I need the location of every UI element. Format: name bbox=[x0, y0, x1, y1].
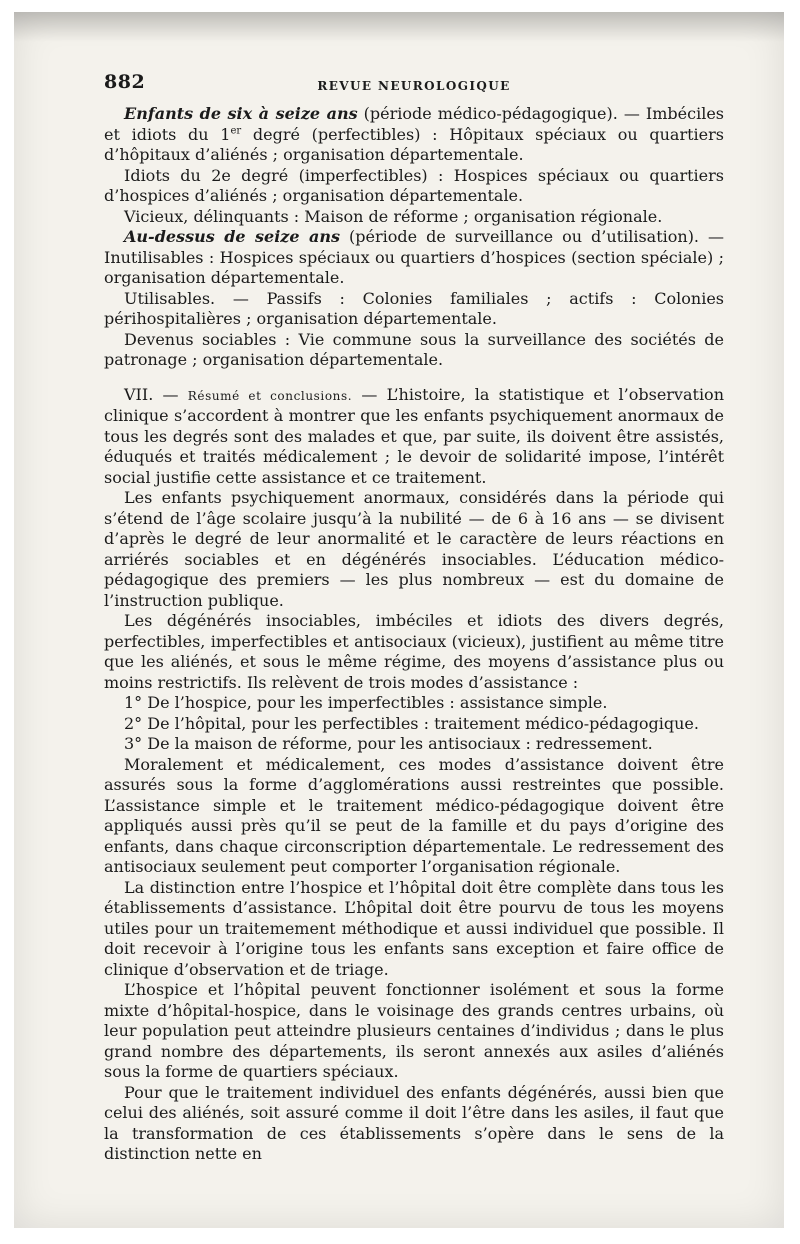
paragraph-insociable-degenerates: Les dégénérés insociables, imbéciles et idiots des divers degrés, perfectibles, imperfectibles et antisociaux (vicieux), justifient au même titre que les aliénés, et sous le même régime, des moyens d’assistance plus ou moins restrictifs. Ils relèvent de trois modes d’assistance : bbox=[104, 611, 724, 692]
list-item: 3° De la maison de réforme, pour les antisociaux : redressement. bbox=[124, 734, 653, 753]
paragraph-idiots-second-degree: Idiots du 2e degré (imperfectibles) : Hospices spéciaux ou quartiers d’hospices d’aliénés ; organisation départementale. bbox=[104, 165, 724, 205]
paragraph-section-vii: VII. — Résumé et conclusions. — L’histoire, la statistique et l’observation clinique s’accordent à montrer que les enfants psychiquement anormaux de tous les degrés sont des malades et que, par suite, ils doivent être assistés, éduqués et traités médicalement ; le devoir de solidarité impose, l’intérêt social justifie cette assistance et ce traitement. bbox=[104, 384, 724, 487]
running-head: REVUE NEUROLOGIQUE bbox=[317, 79, 511, 93]
italic-lead: Enfants de six à seize ans bbox=[124, 104, 358, 123]
page-number: 882 bbox=[104, 71, 146, 93]
journal-page bbox=[104, 72, 724, 1165]
paragraph-children-six-sixteen: Enfants de six à seize ans (période médico-pédagogique). — Imbéciles et idiots du 1er degré (perfectibles) : Hôpitaux spéciaux ou quartiers d’hôpitaux d’aliénés ; organisation départementale. bbox=[104, 104, 724, 164]
section-heading: Résumé et conclusions. bbox=[187, 388, 353, 403]
italic-lead: Au-dessus de seize ans bbox=[124, 227, 341, 246]
paragraph-individual-treatment: Pour que le traitement individuel des enfants dégénérés, aussi bien que celui des aliénés, soit assuré comme il doit l’être dans les asiles, il faut que la transformation de ces établissements s’opère dans le sens de la distinction nette en bbox=[104, 1082, 724, 1163]
paragraph-hospice-hospital-distinction: La distinction entre l’hospice et l’hôpital doit être complète dans tous les établissements d’assistance. L’hôpital doit être pourvu de tous les moyens utiles pour un traitemement méthodique et aussi individuel que possible. Il doit recevoir à l’origine tous les enfants sans exception et faire office de clinique d’observation et de triage. bbox=[104, 877, 724, 979]
paragraph-vicious-delinquents: Vicieux, délinquants : Maison de réforme ; organisation régionale. bbox=[124, 206, 663, 226]
paragraph-morally-medically: Moralement et médicalement, ces modes d’assistance doivent être assurés sous la forme d’agglomérations aussi restreintes que possible. L’assistance simple et le traitement médico-pédagogique doivent être appliqués aussi près qu’il se peut de la famille et du pays d’origine des enfants, dans chaque circonscription départementale. Le redressement des antisociaux seulement peut comporter l’organisation régionale. bbox=[104, 754, 724, 876]
page-header bbox=[104, 72, 724, 96]
list-item: 1° De l’hospice, pour les imperfectibles : assistance simple. bbox=[124, 693, 608, 712]
paragraph-abnormal-children: Les enfants psychiquement anormaux, considérés dans la période qui s’étend de l’âge scolaire jusqu’à la nubilité — de 6 à 16 ans — se divisent d’après le degré de leur anormalité et le caractère de leurs réactions en arriérés sociables et en dégénérés insociables. L’éducation médico-pédagogique des premiers — les plus nombreux — est du domaine de l’instruction publique. bbox=[104, 488, 724, 610]
paragraph-mixed-hospital-hospice: L’hospice et l’hôpital peuvent fonctionner isolément et sous la forme mixte d’hôpital-hospice, dans le voisinage des grands centres urbains, où leur population peut atteindre plusieurs centaines d’individus ; dans le plus grand nombre des départements, ils seront annexés aux asiles d’aliénés sous la forme de quartiers spéciaux. bbox=[104, 980, 724, 1081]
list-item: 2° De l’hôpital, pour les perfectibles : traitement médico-pédagogique. bbox=[124, 713, 699, 733]
paragraph-become-sociable: Devenus sociables : Vie commune sous la surveillance des sociétés de patronage ; organisation départementale. bbox=[104, 329, 724, 369]
paragraph-over-sixteen: Au-dessus de seize ans (période de surveillance ou d’utilisation). — Inutilisables : Hospices spéciaux ou quartiers d’hospices (section spéciale) ; organisation départementale. bbox=[104, 227, 725, 287]
paragraph-usable: Utilisables. — Passifs : Colonies familiales ; actifs : Colonies périhospitalières ; organisation départementale. bbox=[104, 288, 724, 328]
